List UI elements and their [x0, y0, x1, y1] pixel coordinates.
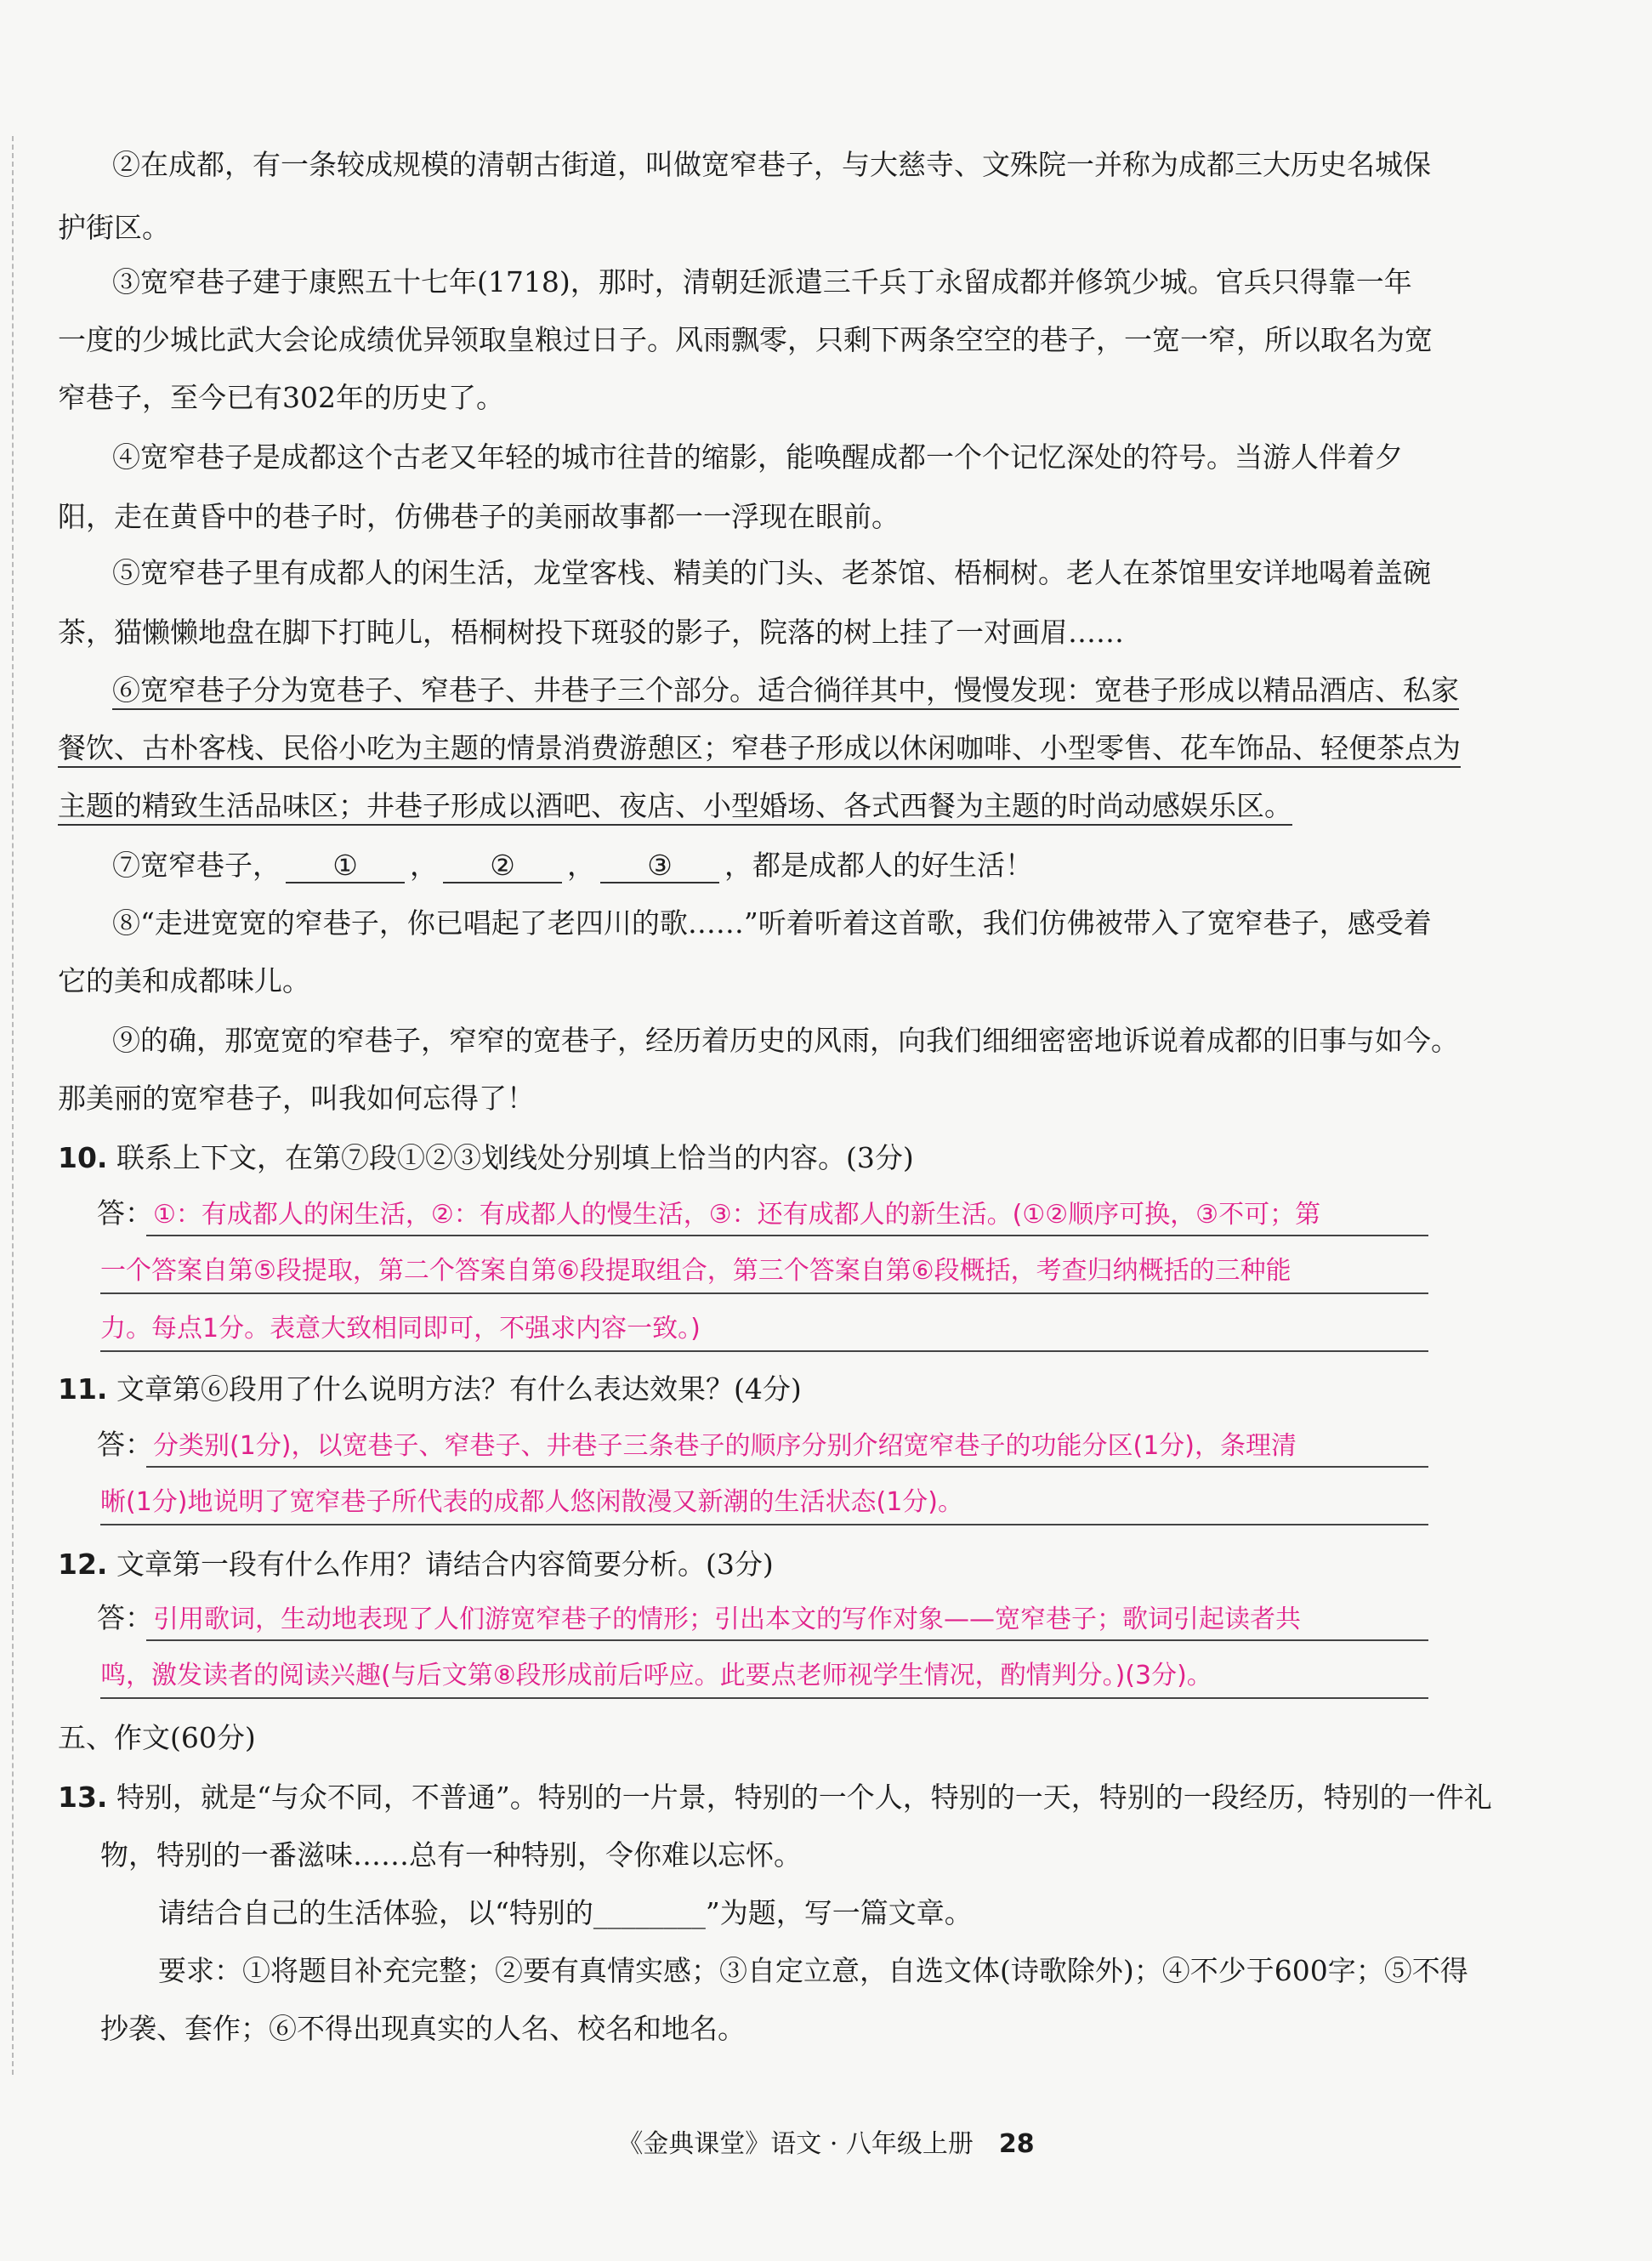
separator: ， — [567, 849, 595, 882]
paragraph-3-line-1: ③宽窄巷子建于康熙五十七年(1718)，那时，清朝廷派遣三千兵丁永留成都并修筑少城。官兵只得靠一年 — [112, 265, 1412, 298]
answer-rule — [146, 1466, 1428, 1468]
answer-12-line-1 — [97, 1600, 1301, 1638]
paragraph-7-prefix: ⑦宽窄巷子， — [112, 849, 281, 882]
paragraph-6-line-2 — [58, 730, 1461, 767]
answer-label: 答： — [97, 1196, 153, 1230]
paragraph-4-line-2: 阳，走在黄昏中的巷子时，仿佛巷子的美丽故事都一一浮现在眼前。 — [58, 500, 900, 533]
paragraph-6-line-1 — [112, 672, 1459, 709]
paragraph-2-line-2: 护街区。 — [58, 211, 170, 244]
section-title-composition: 五、作文(60分) — [58, 1721, 256, 1754]
binding-margin-line — [12, 136, 14, 2075]
question-text: 文章第一段有什么作用？请结合内容简要分析。(3分) — [116, 1548, 774, 1581]
answer-rule — [100, 1292, 1428, 1294]
answer-label: 答： — [97, 1601, 153, 1634]
paragraph-8-line-2: 它的美和成都味儿。 — [58, 964, 310, 997]
paragraph-8-line-1: ⑧“走进宽宽的窄巷子，你已唱起了老四川的歌……”听着听着这首歌，我们仿佛被带入了宽窄巷子，感受着 — [112, 906, 1432, 940]
blank-3: ③ — [600, 849, 719, 883]
separator: ， — [410, 849, 438, 882]
answer-text: 引用歌词，生动地表现了人们游宽窄巷子的情形；引出本文的写作对象——宽窄巷子；歌词引起读者共 — [153, 1605, 1301, 1634]
paragraph-2-line-1: ②在成都，有一条较成规模的清朝古街道，叫做宽窄巷子，与大慈寺、文殊院一并称为成都三大历史名城保 — [112, 148, 1431, 181]
answer-11-line-1 — [97, 1427, 1297, 1464]
paragraph-9-line-2: 那美丽的宽窄巷子，叫我如何忘得了！ — [58, 1082, 535, 1115]
question-text: 文章第⑥段用了什么说明方法？有什么表达效果？(4分) — [116, 1372, 802, 1406]
underlined-text: ⑥宽窄巷子分为宽巷子、窄巷子、井巷子三个部分。适合徜徉其中，慢慢发现：宽巷子形成以精品酒店、私家 — [112, 673, 1459, 710]
question-number: 11. — [58, 1372, 108, 1406]
paragraph-6-line-3 — [58, 787, 1292, 825]
paragraph-9-line-1: ⑨的确，那宽宽的窄巷子，窄窄的宽巷子，经历着历史的风雨，向我们细细密密地诉说着成都的旧事与如今。 — [112, 1024, 1459, 1057]
question-12 — [58, 1546, 774, 1583]
question-13-requirements-line-1: 要求：①将题目补充完整；②要有真情实感；③自定立意，自选文体(诗歌除外)；④不少于600字；⑤不得 — [158, 1954, 1468, 1987]
blank-2: ② — [443, 849, 562, 883]
answer-rule — [146, 1235, 1428, 1236]
book-title: 《金典课堂》语文 · 八年级上册 — [617, 2129, 974, 2159]
question-text: 联系上下文，在第⑦段①②③划线处分别填上恰当的内容。(3分) — [116, 1141, 914, 1174]
page-footer — [0, 2127, 1652, 2162]
answer-rule — [100, 1350, 1428, 1352]
paragraph-5-line-2: 茶，猫懒懒地盘在脚下打盹儿，梧桐树投下斑驳的影子，院落的树上挂了一对画眉…… — [58, 616, 1124, 649]
answer-rule — [146, 1639, 1428, 1641]
question-11 — [58, 1371, 802, 1408]
question-number: 12. — [58, 1548, 108, 1581]
paragraph-3-line-3: 窄巷子，至今已有302年的历史了。 — [58, 381, 504, 414]
answer-text: ①：有成都人的闲生活，②：有成都人的慢生活，③：还有成都人的新生活。(①②顺序可换，③不可；第 — [153, 1200, 1321, 1230]
question-number: 10. — [58, 1141, 108, 1174]
page-number: 28 — [998, 2129, 1035, 2159]
question-13-line-1 — [58, 1779, 1492, 1816]
paragraph-4-line-1: ④宽窄巷子是成都这个古老又年轻的城市往昔的缩影，能唤醒成都一个个记忆深处的符号。当游人伴着夕 — [112, 440, 1403, 474]
answer-text: 分类别(1分)，以宽巷子、窄巷子、井巷子三条巷子的顺序分别介绍宽窄巷子的功能分区(1分)，条理清 — [153, 1431, 1297, 1461]
blank-1: ① — [286, 849, 405, 883]
question-13-requirements-line-2: 抄袭、套作；⑥不得出现真实的人名、校名和地名。 — [100, 2012, 746, 2045]
answer-label: 答： — [97, 1428, 153, 1461]
answer-rule — [100, 1524, 1428, 1525]
answer-10-line-1 — [97, 1196, 1320, 1233]
question-13-line-3: 请结合自己的生活体验，以“特别的________”为题，写一篇文章。 — [158, 1896, 973, 1929]
paragraph-7-suffix: ，都是成都人的好生活！ — [724, 849, 1033, 882]
answer-12-line-2: 鸣，激发读者的阅读兴趣(与后文第⑧段形成前后呼应。此要点老师视学生情况，酌情判分。)(3分)。 — [100, 1661, 1212, 1690]
paragraph-7 — [112, 847, 1033, 884]
answer-10-line-3: 力。每点1分。表意大致相同即可，不强求内容一致。) — [100, 1314, 701, 1344]
answer-11-line-2: 晰(1分)地说明了宽窄巷子所代表的成都人悠闲散漫又新潮的生活状态(1分)。 — [100, 1487, 963, 1517]
underlined-text: 餐饮、古朴客栈、民俗小吃为主题的情景消费游憩区；窄巷子形成以休闲咖啡、小型零售、花车饰品、轻便茶点为 — [58, 731, 1461, 768]
underlined-text: 主题的精致生活品味区；井巷子形成以酒吧、夜店、小型婚场、各式西餐为主题的时尚动感娱乐区。 — [58, 789, 1292, 826]
paragraph-5-line-1: ⑤宽窄巷子里有成都人的闲生活，龙堂客栈、精美的门头、老茶馆、梧桐树。老人在茶馆里安详地喝着盖碗 — [112, 556, 1431, 589]
answer-rule — [100, 1697, 1428, 1699]
answer-10-line-2: 一个答案自第⑤段提取，第二个答案自第⑥段提取组合，第三个答案自第⑥段概括，考查归纳概括的三种能 — [100, 1256, 1292, 1286]
paragraph-3-line-2: 一度的少城比武大会论成绩优异领取皇粮过日子。风雨飘零，只剩下两条空空的巷子，一宽一窄，所以取名为宽 — [58, 323, 1433, 356]
question-number: 13. — [58, 1781, 108, 1814]
question-text: 特别，就是“与众不同，不普通”。特别的一片景，特别的一个人，特别的一天，特别的一段经历，特别的一件礼 — [116, 1781, 1492, 1814]
question-13-line-2: 物，特别的一番滋味……总有一种特别，令你难以忘怀。 — [100, 1838, 802, 1872]
question-10 — [58, 1139, 914, 1177]
